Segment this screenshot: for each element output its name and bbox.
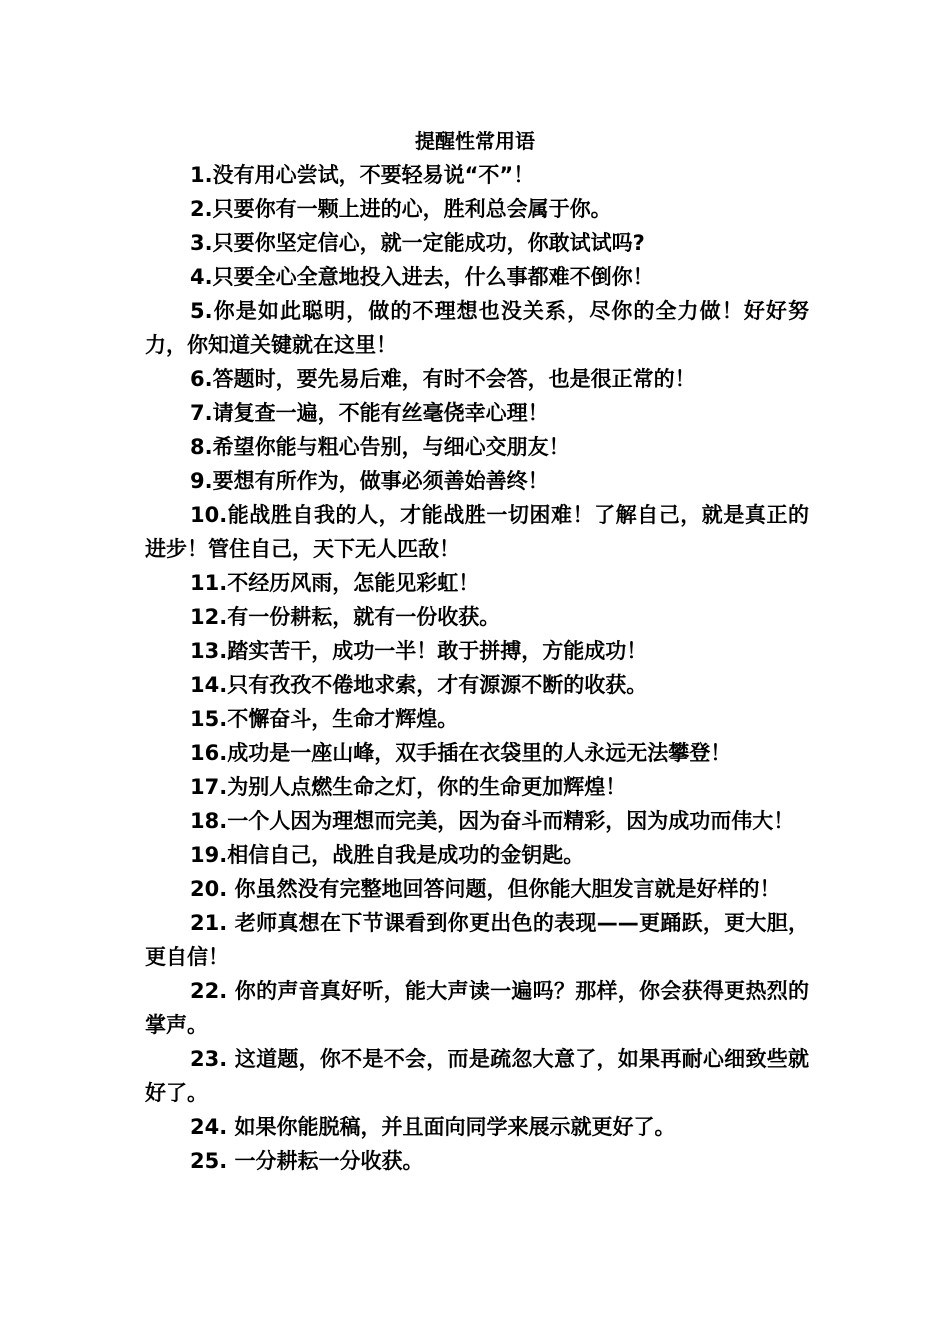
paragraph-14: 14.只有孜孜不倦地求索，才有源源不断的收获。 <box>190 673 648 697</box>
paragraph-21: 21. 老师真想在下节课看到你更出色的表现——更踊跃，更大胆，更自信！ <box>145 911 809 969</box>
paragraph-11: 11.不经历风雨，怎能见彩虹！ <box>190 571 480 595</box>
paragraph-25: 25. 一分耕耘一分收获。 <box>190 1149 424 1173</box>
paragraph-10: 10.能战胜自我的人，才能战胜一切困难！了解自己，就是真正的进步！管住自己，天下无人匹敌！ <box>145 503 809 561</box>
paragraph-8: 8.希望你能与粗心告别，与细心交朋友！ <box>190 435 570 459</box>
paragraph-7: 7.请复查一遍，不能有丝毫侥幸心理！ <box>190 401 549 425</box>
document-body <box>145 158 809 1178</box>
paragraph-3: 3.只要你坚定信心，就一定能成功，你敢试试吗? <box>190 231 645 255</box>
paragraph-4: 4.只要全心全意地投入进去，什么事都难不倒你！ <box>190 265 654 289</box>
paragraph-22: 22. 你的声音真好听，能大声读一遍吗？那样，你会获得更热烈的掌声。 <box>145 979 809 1037</box>
paragraph-17: 17.为别人点燃生命之灯，你的生命更加辉煌！ <box>190 775 627 799</box>
paragraph-5: 5.你是如此聪明，做的不理想也没关系，尽你的全力做！好好努力，你知道关键就在这里！ <box>145 299 809 357</box>
paragraph-12: 12.有一份耕耘，就有一份收获。 <box>190 605 501 629</box>
paragraph-16: 16.成功是一座山峰，双手插在衣袋里的人永远无法攀登！ <box>190 741 732 765</box>
paragraph-6: 6.答题时，要先易后难，有时不会答，也是很正常的！ <box>190 367 696 391</box>
paragraph-18: 18.一个人因为理想而完美，因为奋斗而精彩，因为成功而伟大！ <box>190 809 795 833</box>
paragraph-23: 23. 这道题，你不是不会，而是疏忽大意了，如果再耐心细致些就好了。 <box>145 1047 809 1105</box>
paragraph-15: 15.不懈奋斗，生命才辉煌。 <box>190 707 459 731</box>
paragraph-20: 20. 你虽然没有完整地回答问题，但你能大胆发言就是好样的！ <box>190 877 781 901</box>
paragraph-1: 1.没有用心尝试，不要轻易说“不”！ <box>190 163 535 187</box>
document-title: 提醒性常用语 <box>415 129 535 153</box>
paragraph-19: 19.相信自己，战胜自我是成功的金钥匙。 <box>190 843 585 867</box>
paragraph-9: 9.要想有所作为，做事必须善始善终！ <box>190 469 549 493</box>
paragraph-2: 2.只要你有一颗上进的心，胜利总会属于你。 <box>190 197 612 221</box>
paragraph-13: 13.踏实苦干，成功一半！敢于拼搏，方能成功！ <box>190 639 648 663</box>
paragraph-24: 24. 如果你能脱稿，并且面向同学来展示就更好了。 <box>190 1115 676 1139</box>
